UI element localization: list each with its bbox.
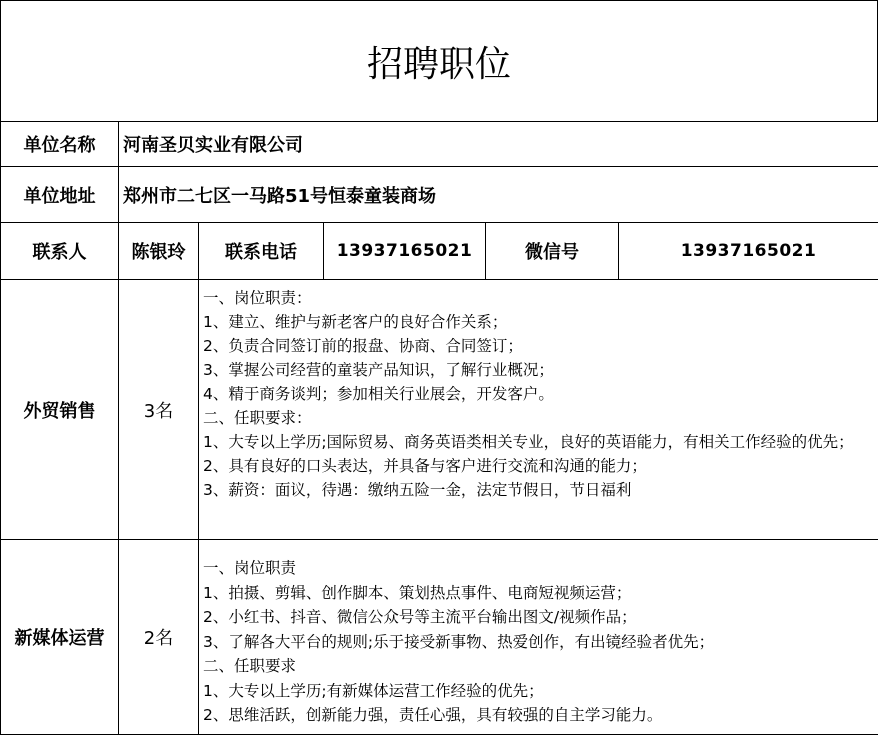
contact-wechat-label: 微信号 [486, 223, 619, 280]
description-line: 1、大专以上学历;有新媒体运营工作经验的优先； [203, 681, 544, 700]
position-description [199, 540, 878, 735]
description-line: 1、大专以上学历;国际贸易、商务英语类相关专业，良好的英语能力，有相关工作经验的优先； [203, 433, 854, 451]
recruitment-table [0, 121, 878, 735]
address-row [1, 167, 878, 223]
company-value: 河南圣贝实业有限公司 [119, 122, 878, 167]
position-description [199, 280, 878, 540]
description-line: 2、具有良好的口头表达，并具备与客户进行交流和沟通的能力； [203, 457, 647, 475]
description-line: 3、了解各大平台的规则;乐于接受新事物、热爱创作，有出镜经验者优先； [203, 632, 715, 651]
contact-row [1, 223, 878, 280]
company-row [1, 122, 878, 167]
contact-phone-value: 13937165021 [324, 223, 486, 280]
description-line: 二、任职要求 [203, 657, 297, 675]
description-line: 1、建立、维护与新老客户的良好合作关系； [203, 313, 508, 331]
position-name: 新媒体运营 [1, 540, 119, 735]
position-count: 2名 [119, 540, 199, 735]
contact-wechat-value: 13937165021 [619, 223, 878, 280]
company-label: 单位名称 [1, 122, 119, 167]
position-row-new-media [1, 540, 878, 735]
position-row-foreign-trade [1, 280, 878, 540]
description-line: 1、拍摄、剪辑、创作脚本、策划热点事件、电商短视频运营； [203, 583, 632, 602]
description-line: 4、精于商务谈判；参加相关行业展会，开发客户。 [203, 385, 554, 403]
description-line: 二、任职要求： [203, 409, 312, 427]
contact-phone-label: 联系电话 [199, 223, 324, 280]
description-line: 2、负责合同签订前的报盘、协商、合同签订； [203, 337, 523, 355]
description-line: 3、薪资：面议，待遇：缴纳五险一金，法定节假日，节日福利 [203, 481, 632, 499]
description-line: 2、小红书、抖音、微信公众号等主流平台输出图文/视频作品； [203, 608, 637, 626]
position-name: 外贸销售 [1, 280, 119, 540]
description-line: 一、岗位职责 [203, 559, 297, 577]
contact-person-label: 联系人 [1, 223, 119, 280]
description-line: 一、岗位职责： [203, 289, 312, 307]
position-count: 3名 [119, 280, 199, 540]
address-value: 郑州市二七区一马路51号恒泰童装商场 [119, 167, 878, 223]
address-label: 单位地址 [1, 167, 119, 223]
description-line: 3、掌握公司经营的童装产品知识，了解行业概况； [203, 361, 554, 379]
description-line: 2、思维活跃，创新能力强，责任心强，具有较强的自主学习能力。 [203, 706, 663, 724]
contact-person-value: 陈银玲 [119, 223, 199, 280]
page-title: 招聘职位 [0, 0, 878, 122]
